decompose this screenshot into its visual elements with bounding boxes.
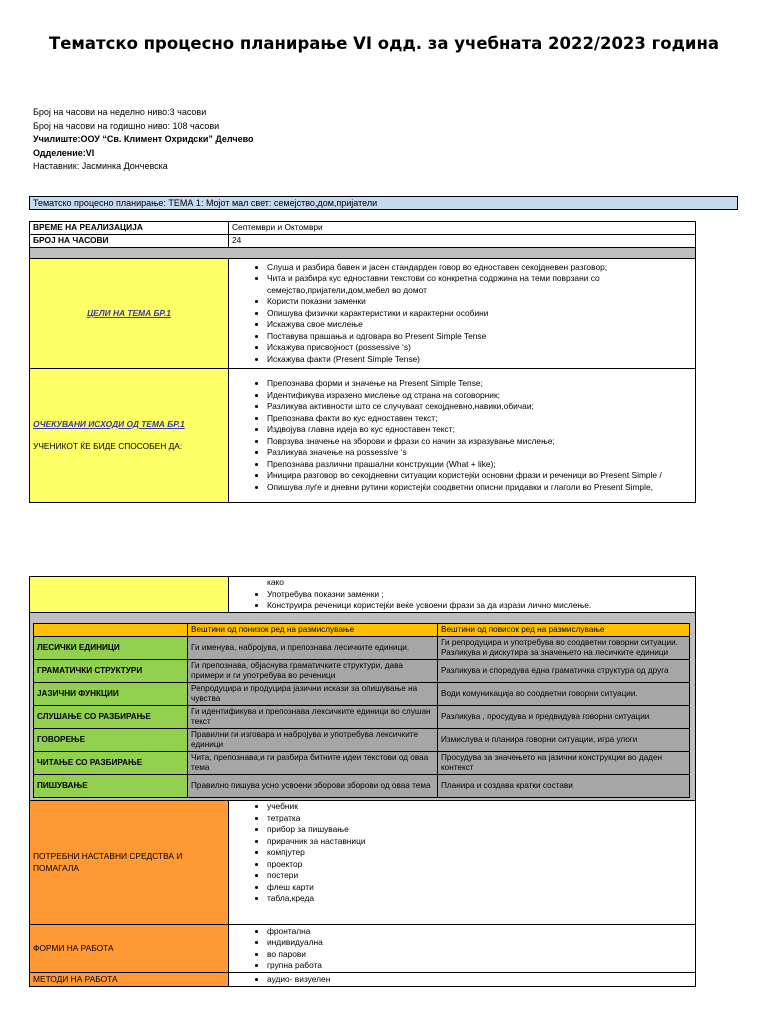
continued-label-cell — [30, 577, 229, 613]
hours-value: 24 — [229, 235, 696, 248]
outcomes-cell — [229, 369, 696, 503]
hours-label: БРОЈ НА ЧАСОВИ — [30, 235, 229, 248]
spacer-row — [30, 248, 696, 259]
outcomes-label: ОЧЕКУВАНИ ИСХОДИ ОД ТЕМА БР.1 — [33, 419, 185, 429]
list-item: • Поставува прашања и одговара во Present Simple Tense — [267, 331, 692, 343]
list-item: • Слуша и разбира бавен и јасен стандарден говор во едноставен секојдневен разговор; — [267, 262, 692, 274]
goals-list — [232, 262, 692, 366]
skill-low: Чита, препознава,и ги разбира битните идеи текстови од оваа тема — [188, 752, 438, 775]
skill-low: Ги препознава, објаснува граматичките структури, дава примери и ги употребува во реченици — [188, 660, 438, 683]
list-item: • Препознава различни прашални конструкции (What + like); — [267, 459, 692, 471]
outcomes-list — [232, 378, 692, 493]
table-row — [34, 729, 690, 752]
skill-high: Просудува за значењето на јазични конструкции во даден контекст — [438, 752, 690, 775]
list-item: • прирачник за наставници — [267, 836, 692, 848]
table-row — [34, 752, 690, 775]
list-item: • флеш карти — [267, 882, 692, 894]
methods-cell — [229, 973, 696, 987]
skill-name: ЈАЗИЧНИ ФУНКЦИИ — [34, 683, 188, 706]
skills-corner — [34, 624, 188, 637]
continued-first-line: како — [267, 577, 284, 587]
skill-high: Води комуникација во соодветни говорни ситуации. — [438, 683, 690, 706]
skill-high: Разликува , просудува и предвидува говорни ситуации — [438, 706, 690, 729]
skill-low: Репродуцира и продуцира јазични искази за опишување на чувства — [188, 683, 438, 706]
time-value: Септември и Октомври — [229, 222, 696, 235]
skills-low-header: Вештини од понизок ред на размислување — [188, 624, 438, 637]
materials-cell — [229, 801, 696, 925]
list-item: • Издвојува главна идеја во кус едноставен текст; — [267, 424, 692, 436]
continued-cell — [229, 577, 696, 613]
skill-low: Правилно пишува усно усвоени зборови зборови од оваа тема — [188, 775, 438, 798]
list-item: • Поврзува значење на зборови и фрази со начин за изразување мислење; — [267, 436, 692, 448]
work-forms-label-cell — [30, 925, 229, 973]
skill-high: Разликува и споредува една граматичка структура од друга — [438, 660, 690, 683]
list-item: • проектор — [267, 859, 692, 871]
list-item: • табла,креда — [267, 893, 692, 905]
skills-table — [33, 623, 690, 798]
list-item: • Препознава форми и значење на Present Simple Tense; — [267, 378, 692, 390]
table-row — [34, 683, 690, 706]
methods-label-cell — [30, 973, 229, 987]
skill-low: Ги идентификува и препознава лексичките единици во слушан текст — [188, 706, 438, 729]
table-row — [34, 660, 690, 683]
list-item: • Разликува активности што се случуваат секојдневно,навики,обичаи; — [267, 401, 692, 413]
skill-high: Измислува и планира говорни ситуации, игра улоги — [438, 729, 690, 752]
outcomes-sublabel: УЧЕНИКОТ ЌЕ БИДЕ СПОСОБЕН ДА: — [33, 440, 183, 451]
info-line: Број на часови на годишно ниво: 108 часови — [33, 120, 220, 131]
skill-name: ЛЕСИЧКИ ЕДИНИЦИ — [34, 637, 188, 660]
skill-high: Планира и создава кратки состави — [438, 775, 690, 798]
list-item: • Опишува физички карактеристики и карактерни особини — [267, 308, 692, 320]
list-item: • Употребува показни заменки ; — [267, 589, 692, 601]
materials-label-cell — [30, 801, 229, 925]
methods-label: МЕТОДИ НА РАБОТА — [33, 973, 118, 984]
list-item: • Разликува значење на possessive ‘s — [267, 447, 692, 459]
info-line: Број на часови на неделно ниво:3 часови — [33, 107, 207, 117]
list-item: • прибор за пишување — [267, 824, 692, 836]
list-item: • Искажува присвојност (possessive ‘s) — [267, 342, 692, 354]
work-forms-label: ФОРМИ НА РАБОТА — [33, 942, 114, 953]
materials-list — [232, 801, 692, 905]
list-item: • тетратка — [267, 813, 692, 825]
work-forms-list — [232, 926, 692, 972]
goals-label-cell — [30, 259, 229, 369]
info-line: Наставник: Јасминка Дончевска — [33, 161, 168, 171]
skill-low: Ги именува, набројува, и препознава лесичките единици. — [188, 637, 438, 660]
outcomes-label-cell — [30, 369, 229, 503]
info-line: Одделение:VI — [33, 147, 95, 158]
list-item: • компјутер — [267, 847, 692, 859]
school-info — [33, 106, 254, 174]
info-line: Училиште:ООУ “Св. Климент Охридски” Делчево — [33, 134, 254, 144]
list-item: • фронтална — [267, 926, 692, 938]
skill-low: Правилни ги изговара и набројува и употребува лексичките единици — [188, 729, 438, 752]
skills-wrapper — [30, 613, 696, 801]
skill-name: ГОВОРЕЊЕ — [34, 729, 188, 752]
goals-cell — [229, 259, 696, 369]
work-forms-cell — [229, 925, 696, 973]
list-item: • во парови — [267, 949, 692, 961]
page-title: Тематско процесно планирање VI одд. за учебната 2022/2023 година — [48, 34, 720, 53]
list-item: • Опишува луѓе и дневни рутини користејќи соодветни описни придавки и глаголи во Present Simple, — [267, 482, 692, 494]
list-item: • Чита и разбира кус едноставни текстови со конкретна содржина на теми поврзани со семејство,пријатели,дом,мебел во домот — [267, 273, 692, 296]
skill-name: ГРАМАТИЧКИ СТРУКТУРИ — [34, 660, 188, 683]
list-item: • Користи показни заменки — [267, 296, 692, 308]
list-item: • Искажува свое мислење — [267, 319, 692, 331]
list-item: • аудио- визуелен — [267, 974, 692, 986]
skill-name: СЛУШАЊЕ СО РАЗБИРАЊЕ — [34, 706, 188, 729]
list-item: • Конструира реченици користејќи веќе усвоени фрази за да изрази лично мислење. — [267, 600, 692, 612]
theme-bar: Тематско процесно планирање: ТЕМА 1: Мојот мал свет: семејство,дом,пријатели — [29, 196, 738, 210]
theme-table-continued — [29, 576, 696, 987]
table-row — [34, 706, 690, 729]
skill-name: ЧИТАЊЕ СО РАЗБИРАЊЕ — [34, 752, 188, 775]
continued-list — [232, 589, 692, 612]
list-item: • индивидуална — [267, 937, 692, 949]
list-item: • Иницира разговор во секојдневни ситуации користејќи основни фрази и реченици во Present Simple / — [267, 470, 692, 482]
methods-list — [232, 974, 692, 986]
list-item: • групна работа — [267, 960, 692, 972]
goals-label: ЦЕЛИ НА ТЕМА БР.1 — [87, 307, 171, 318]
list-item: • учебник — [267, 801, 692, 813]
theme-table — [29, 221, 696, 503]
table-row — [34, 775, 690, 798]
list-item: • Искажува факти (Present Simple Tense) — [267, 354, 692, 366]
materials-label: ПОТРЕБНИ НАСТАВНИ СРЕДСТВА И ПОМАГАЛА — [33, 851, 183, 873]
skills-high-header: Вештини од повисок ред на размислување — [438, 624, 690, 637]
list-item: • Идентификува изразено мислење од страна на соговорник; — [267, 390, 692, 402]
skill-high: Ги репродуцира и употребува во соодветни говорни ситуации. Разликува и дискутира за значењето на лесичките единици — [438, 637, 690, 660]
table-row — [34, 637, 690, 660]
time-label: ВРЕМЕ НА РЕАЛИЗАЦИЈА — [30, 222, 229, 235]
skill-name: ПИШУВАЊЕ — [34, 775, 188, 798]
list-item: • постери — [267, 870, 692, 882]
list-item: • Препознава факти во кус едноставен текст; — [267, 413, 692, 425]
